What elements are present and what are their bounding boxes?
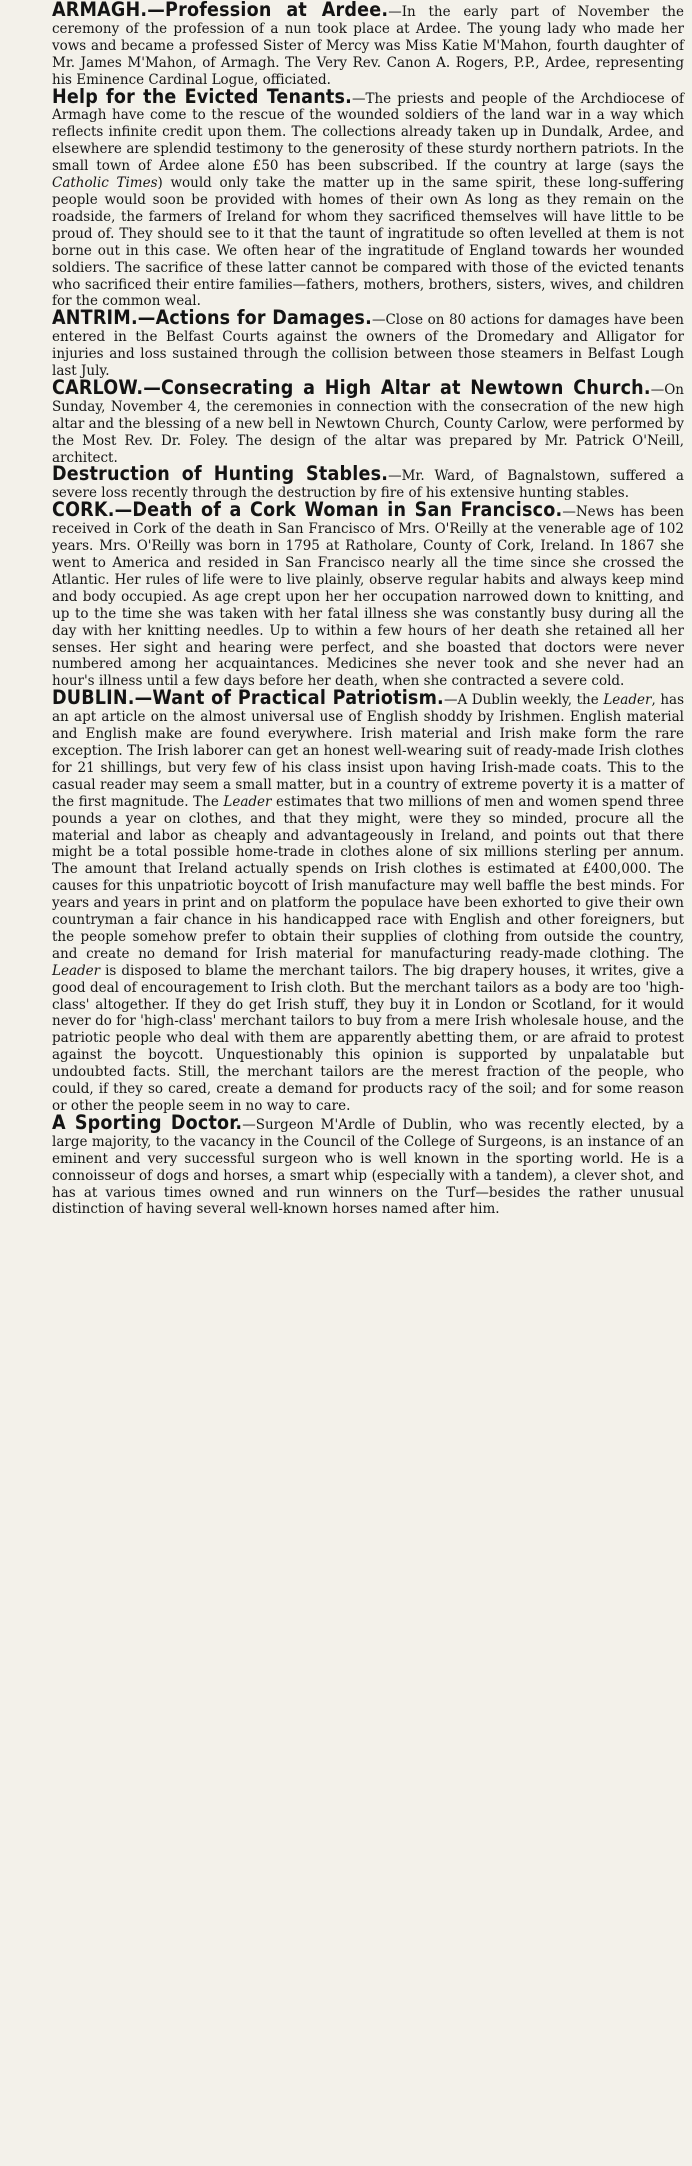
- article-body: Close on 80 actions for damages have been entered in the Belfast Courts against the owners of the Dromedary and Alligator for injuries and loss sustained through the collision between those steamers in Belfast Lough last July.: [52, 312, 684, 380]
- article-cork-san-francisco: CORK.—Death of a Cork Woman in San Francisco.—News has been received in Cork of the death in San Francisco of Mrs. O'Reilly at the venerable age of 102 years. Mrs. O'Reilly was born in 1795 at Ratholare, County of Cork, Ireland. In 1867 she went to America and resided in San Francisco nearly all the time since she crossed the Atlantic. Her rules of life were to live plainly, observe regular habits and always keep mind and body occupied. As age crept upon her her occupation narrowed down to knitting, and up to the time she was taken with her fatal illness she was constantly busy during all the day with her knitting needles. Up to within a few hours of her death she retained all her senses. Her sight and hearing were perfect, and she boasted that doctors were never numbered among her acquaintances. Medicines she never took and she never had an hour's illness until a few days before her death, when she contracted a severe cold.: [52, 498, 684, 690]
- article-headline: Death of a Cork Woman in San Francisco.: [132, 498, 563, 522]
- county-heading: ARMAGH: [52, 0, 141, 21]
- article-body: In the early part of November the ceremony of the profession of a nun took place at Ardee. The young lady who made her vows and became a professed Sister of Mercy was Miss Katie M'Mahon, fourth daughter of Mr. James M'Mahon, of Armagh. The Very Rev. Canon A. Rogers, P.P., Ardee, representing his Eminence Cardinal Logue, officiated.: [52, 4, 684, 88]
- article-body: , has an apt article on the almost universal use of English shoddy by Irishmen. English material and English make are found everywhere. Irish material and Irish make form the rare exception. The Irish laborer can get an honest well-wearing suit of ready-made Irish clothes for 21 shillings, but very few of his class insist upon having Irish-made coats. This to the casual reader may seem a small matter, but in a country of extreme poverty it is a matter of the first magnitude. The: [52, 692, 684, 810]
- article-body: On Sunday, November 4, the ceremonies in connection with the consecration of the new high altar and the blessing of a new bell in Newtown Church, County Carlow, were performed by the Most Rev. Dr. Foley. The design of the altar was prepared by Mr. Patrick O'Neill, architect.: [52, 381, 684, 466]
- article-headline: Help for the Evicted Tenants.: [52, 84, 352, 108]
- article-body: A Dublin weekly, the: [457, 692, 604, 709]
- publication-title: Catholic Times: [52, 175, 158, 192]
- article-body: News has been received in Cork of the death in San Francisco of Mrs. O'Reilly at the venerable age of 102 years. Mrs. O'Reilly was born in 1795 at Ratholare, County of Cork, Ireland. In 1867 she went to America and resided in San Francisco nearly all the time since she crossed the Atlantic. Her rules of life were to live plainly, observe regular habits and always keep mind and body occupied. As age crept upon her her occupation narrowed down to knitting, and up to the time she was taken with her fatal illness she was constantly busy during all the day with her knitting needles. Up to within a few hours of her death she retained all her senses. Her sight and hearing were perfect, and she boasted that doctors were never numbered among her acquaintances. Medicines she never took and she never had an hour's illness until a few days before her death, when she contracted a severe cold.: [52, 504, 684, 690]
- article-body: Surgeon M'Ardle of Dublin, who was recently elected, by a large majority, to the vacancy in the Council of the College of Surgeons, is an instance of an eminent and very successful surgeon who is well known in the sporting world. He is a connoisseur of dogs and horses, a smart whip (especially with a tandem), a clever shot, and has at various times owned and run winners on the Turf—besides the rather unusual distinction of having several well-known horses named after him.: [52, 1116, 684, 1218]
- article-help-evicted-tenants: Help for the Evicted Tenants.—The priests and people of the Archdiocese of Armagh have come to the rescue of the wounded soldiers of the land war in a way which reflects infinite credit upon them. The collections already taken up in Dundalk, Ardee, and elsewhere are splendid testimony to the generosity of these sturdy northern patriots. In the small town of Ardee alone £50 has been subscribed. If the country at large (says the Catholic Times) would only take the matter up in the same spirit, these long-suffering people would soon be provided with homes of their own As long as they remain on the roadside, the farmers of Ireland for whom they sacrificed themselves will have little to be proud of. They should see to it that the taunt of ingratitude so often levelled at them is not borne out in this case. We often hear of the ingratitude of England towards her wounded soldiers. The sacrifice of these latter cannot be compared with those of the evicted tenants who sacrificed their entire families—fathers, mothers, brothers, sisters, wives, and children for the common weal.: [52, 84, 684, 310]
- article-headline: Actions for Damages.: [155, 306, 372, 330]
- article-dublin-patriotism: DUBLIN.—Want of Practical Patriotism.—A Dublin weekly, the Leader, has an apt article on the almost universal use of English shoddy by Irishmen. English material and English make are found everywhere. Irish material and Irish make form the rare exception. The Irish laborer can get an honest well-wearing suit of ready-made Irish clothes for 21 shillings, but very few of his class insist upon having Irish-made coats. This to the casual reader may seem a small matter, but in a country of extreme poverty it is a matter of the first magnitude. The Leader estimates that two millions of men and women spend three pounds a year on clothes, and that they might, were they so minded, procure all the material and labor as cheaply and advantageously in Ireland, and points out that there might be a total possible home-trade in clothes alone of six millions sterling per annum. The amount that Ireland actually spends on Irish clothes is estimated at £400,000. The causes for this unpatriotic boycott of Irish manufacture may well baffle the best minds. For years and years in print and on platform the populace have been exhorted to give their own countryman a fair chance in his handicapped race with English and other foreigners, but the people somehow prefer to obtain their supplies of clothing from outside the country, and create no demand for Irish material for manufacturing ready-made clothing. The Leader is disposed to blame the merchant tailors. The big drapery houses, it writes, give a good deal of encouragement to Irish cloth. But the merchant tailors as a body are too 'high-class' altogether. If they do get Irish stuff, they buy it in London or Scotland, for it would never do for 'high-class' merchant tailors to buy from a mere Irish wholesale house, and the patriotic people who deal with them are apparently abetting them, or are afraid to protest against the boycott. Unquestionably this opinion is supported by unpalatable but undoubted facts. Still, the merchant tailors are the merest fraction of the people, who could, if they so cared, create a demand for products racy of the soil; and for some reason or other the people seem in no way to care.: [52, 686, 684, 1114]
- county-heading: CARLOW: [52, 375, 137, 399]
- publication-title: Leader: [223, 793, 272, 810]
- publication-title: Leader: [52, 962, 101, 979]
- article-sporting-doctor: A Sporting Doctor.—Surgeon M'Ardle of Dublin, who was recently elected, by a large majority, to the vacancy in the Council of the College of Surgeons, is an instance of an eminent and very successful surgeon who is well known in the sporting world. He is a connoisseur of dogs and horses, a smart whip (especially with a tandem), a clever shot, and has at various times owned and run winners on the Turf—besides the rather unusual distinction of having several well-known horses named after him.: [52, 1110, 684, 1218]
- article-body: Mr. Ward, of Bagnalstown, suffered a severe loss recently through the destruction by fire of his extensive hunting stables.: [52, 468, 684, 502]
- publication-title: Leader: [603, 692, 652, 709]
- article-headline: Profession at Ardee.: [165, 0, 389, 21]
- article-hunting-stables: Destruction of Hunting Stables.—Mr. Ward, of Bagnalstown, suffered a severe loss recently through the destruction by fire of his extensive hunting stables.: [52, 462, 684, 502]
- article-body: estimates that two millions of men and women spend three pounds a year on clothes, and that they might, were they so minded, procure all the material and labor as cheaply and advantageously in Ireland, and points out that there might be a total possible home-trade in clothes alone of six millions sterling per annum. The amount that Ireland actually spends on Irish clothes is estimated at £400,000. The causes for this unpatriotic boycott of Irish manufacture may well baffle the best minds. For years and years in print and on platform the populace have been exhorted to give their own countryman a fair chance in his handicapped race with English and other foreigners, but the people somehow prefer to obtain their supplies of clothing from outside the country, and create no demand for Irish material for manufacturing ready-made clothing. The: [52, 793, 684, 962]
- article-antrim-damages: ANTRIM.—Actions for Damages.—Close on 80 actions for damages have been entered in the Belfast Courts against the owners of the Dromedary and Alligator for injuries and loss sustained through the collision between those steamers in Belfast Lough last July.: [52, 306, 684, 380]
- article-armagh-profession: ARMAGH.—Profession at Ardee.—In the early part of November the ceremony of the profession of a nun took place at Ardee. The young lady who made her vows and became a professed Sister of Mercy was Miss Katie M'Mahon, fourth daughter of Mr. James M'Mahon, of Armagh. The Very Rev. Canon A. Rogers, P.P., Ardee, representing his Eminence Cardinal Logue, officiated.: [52, 0, 684, 88]
- article-headline: Want of Practical Patriotism.: [152, 686, 444, 710]
- article-body: is disposed to blame the merchant tailors. The big drapery houses, it writes, give a good deal of encouragement to Irish cloth. But the merchant tailors as a body are too 'high-class' altogether. If they do get Irish stuff, they buy it in London or Scotland, for it would never do for 'high-class' merchant tailors to buy from a mere Irish wholesale house, and the patriotic people who deal with them are apparently abetting them, or are afraid to protest against the boycott. Unquestionably this opinion is supported by unpalatable but undoubted facts. Still, the merchant tailors are the merest fraction of the people, who could, if they so cared, create a demand for products racy of the soil; and for some reason or other the people seem in no way to care.: [52, 962, 684, 1114]
- article-body: ) would only take the matter up in the same spirit, these long-suffering people would soon be provided with homes of their own As long as they remain on the roadside, the farmers of Ireland for whom they sacrificed themselves will have little to be proud of. They should see to it that the taunt of ingratitude so often levelled at them is not borne out in this case. We often hear of the ingratitude of England towards her wounded soldiers. The sacrifice of these latter cannot be compared with those of the evicted tenants who sacrificed their entire families—fathers, mothers, brothers, sisters, wives, and children for the common weal.: [52, 175, 684, 310]
- county-heading: ANTRIM: [52, 306, 131, 330]
- county-heading: CORK: [52, 498, 108, 522]
- county-heading: DUBLIN: [52, 686, 128, 710]
- article-carlow-altar: CARLOW.—Consecrating a High Altar at Newtown Church.—On Sunday, November 4, the ceremonies in connection with the consecration of the new high altar and the blessing of a new bell in Newtown Church, County Carlow, were performed by the Most Rev. Dr. Foley. The design of the altar was prepared by Mr. Patrick O'Neill, architect.: [52, 375, 684, 466]
- article-headline: Consecrating a High Altar at Newtown Church.: [160, 375, 651, 399]
- article-body: The priests and people of the Archdiocese of Armagh have come to the rescue of the wounded soldiers of the land war in a way which reflects infinite credit upon them. The collections already taken up in Dundalk, Ardee, and elsewhere are splendid testimony to the generosity of these sturdy northern patriots. In the small town of Ardee alone £50 has been subscribed. If the country at large (says the: [52, 90, 684, 175]
- article-headline: A Sporting Doctor.: [52, 1110, 243, 1134]
- article-headline: Destruction of Hunting Stables.: [52, 462, 389, 486]
